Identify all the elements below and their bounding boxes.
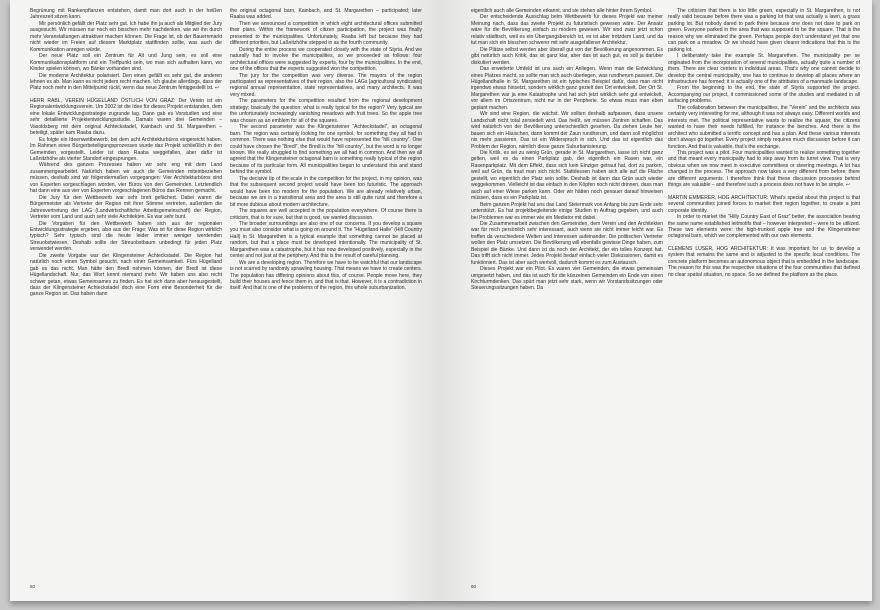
page-number: 60 [30,584,36,589]
paragraph: During the entire process we cooperated closely with the state of Styria. And we naturally had to involve the municipalities, so we proceeded as follows: four architectural offices were suggested by experts, four by the municipalities. In the end, one of the offices that the experts suggested won the competition. [230,46,422,73]
paragraph: Wir sind eine Region, die wächst. Wir sollten deshalb aufpassen, dass unsere Landschaft nicht total zersiedelt wird. Das heißt, wir müssen Zentren schaffen. Das wird natürlich von der Bevölkerung unterschiedlich gesehen. Da ziehen Leute her, bauen sich ein Häuschen, dann kommt der Zaun rundherum, und dann soll möglichst nix mehr passieren. Das ist ein Widerspruch in sich. Und das ist eigentlich das Problem der Region, nämlich diese ganze Suburbanisierung. [471,111,663,150]
paragraph: the original octagonal barn, Kainbach, and St. Margarethen – participated; later Raaba was added. [230,8,422,21]
paragraph: Der entscheidende Ausschlag beim Wettbewerb für dieses Projekt war meiner Meinung nach, dass das zweite Projekt zu futuristisch gewesen wäre. Der Ansatz wäre für die Bevölkerung einfach zu modern gewesen. Wir sind zwar jetzt schon relativ städtisch, weil es ein Übergangsbereich ist, es ist aber trotzdem Land, und da tut man sich ein bisschen schwerer mit sehr ausgefallener Architektur. [471,14,663,47]
paragraph: The collaboration between the municipalities, the “Verein” and the architects was certainly very interesting for me, although it was not always easy. Different worlds and interests met. The political representative wants to realize the square; the citizens wanted to have their needs fulfilled, for instance the benches. And there is the architect who submitted a terrific concept and has a plan. And these various interests don’t always go together. Every project simply requires much discussion before it can function. And that is valuable, that’s the exchange. [668,104,860,150]
right-page [441,0,872,601]
paragraph: The decisive tip of the scale in the competition for the project, in my opinion, was that the subsequent second project would have been too futuristic. The approach would have been too modern for the population. We are already relatively urban, because we are in a transitional area and the area is still quite rural and therefore a bit more dubious about modern architecture. [230,175,422,208]
paragraph: Mir persönlich gefällt der Platz sehr gut. Ich habe ihn ja auch als Mitglied der Jury ausgesucht. Wir müssen nur noch ein bisschen mehr nachdenken, wie wir ihn durch mehr Veranstaltungen attraktiver machen können. Die Frage ist, ob der Bauernmarkt nicht wieder im Freien auf diesem Marktplatz stattfinden sollte, was auch die Kommunikation anregen würde. [30,20,222,53]
speaker-paragraph: MARTIN EMMERER, HOG ARCHITEKTUR: What’s special about this project is that several communities joined forces to market their region together, to create a joint corporate identity. [668,194,860,214]
speaker-paragraph: HERR RABL, VEREIN HÜGELLAND ÖSTLICH VON GRAZ: Der Verein ist ein Regionalentwicklungsverein. Um 2002 ist die Idee für dieses Projekt entstanden, dem eine lokale Entwicklungsstrategie zugrunde lag. Dann gab es Vorstudien und eine sehr detaillierte Projektentwicklungsstudie. Damals waren drei Gemeinden – Vasoldsberg mit dem original Achteckstadel, Kainbach und St. Margarethen – beteiligt, später kam Raaba dazu. [30,97,222,137]
paragraph: Der neue Platz soll ein Zentrum für Alt und Jung sein, es soll eine Kommunikationsplattform und ein Treffpunkt sein, wo man sich aufhalten kann, wo Kinder spielen können, wo Bänke vorhanden sind. [30,53,222,73]
paragraph: From the beginning to the end, the state of Styria supported the project. Accompanying our project, it commissioned some of the studies and mediated in all surfacing problems. [668,85,860,105]
paragraph: Die Zusammenarbeit zwischen den Gemeinden, dem Verein und den Architekten war für mich persönlich sehr interessant, auch wenn sie nicht immer leicht war. Es treffen da verschiedene Welten und Interessen aufeinander. Die politischen Vertreter wollen den Platz umsetzen. Die Bevölkerung will ebenfalls gewisse Dinge haben, zum Beispiel die Bänke. Und dann ist da noch der Architekt, der ein tolles Konzept hat. Das trifft sich nicht immer. Jedes Projekt bedarf einfach vieler Diskussionen, damit es funktioniert. Das ist aber auch wertvoll, dadurch kommt es zum Austausch. [471,220,663,266]
page-number: 60 [471,584,477,589]
paragraph: Die zweite Vorgabe war der Klingensteiner Achteckstadel. Die Region hat natürlich noch einen Symbol gesucht, nach einer Gemeinsamkeit. Fürs Hügelland gab es das nicht. Man hätte den Bredl nehmen können, der Bredl ist diese Hügellandschaft. Nur, das Wort kennt niemand mehr. Wir haben uns also recht schwer getan, etwas Gemeinsames zu finden. Es hat sich dann aber herausgestellt, dass der Klingensteiner Achteckstadel doch eine Form eine Besonderheit für die ganze Region ist. Das haben dann [30,252,222,298]
paragraph: Dieses Projekt war ein Pilot. Es waren vier Gemeinden, die etwas gemeinsam umgesetzt haben, und das ist auch für die künzelnen Gemeinden ein Ende von einen Kirchturmdenken. Das spürt man jetzt sehr stark, wenn wir Vorstandssitzungen oder Steuerungssitzungen haben. Da [471,266,663,292]
paragraph: Das erweiterte Umfeld ist uns auch ein Anliegen. Wenn man die Entwicklung eines Platzes macht, so sollte man sich auch überlegen, was rundherum passiert. Die Hügellandhalle in St. Margarethen ist ein typisches Beispiel dafür, dass man nicht irgendwo etwas hinsetzt, sondern wirklich ganz gezielt den Ort entwickelt. Der Ort St. Margarethen war ja eine Katastrophe und hat sich jetzt wirklich sehr gut entwickelt, vor allem im Ortszentrum, nicht nur in der Peripherie. So etwas muss man eben geplant machen. [471,66,663,111]
paragraph: Während des ganzen Prozesses haben wir sehr eng mit dem Land zusammengearbeitet. Natürlich haben wir auch die Gemeinden miteinbeziehen müssen, deshalb sind wir folgendermaßen vorgegangen: Vier Architekturbüros sind von Experten vorgeschlagen worden, vier Büros von den Gemeinden. Letztendlich hat dann eine aus vier von Experten vorgeschlagenen Büros das Rennen gemacht. [30,162,222,195]
paragraph: The second parameter was the Klingensteiner “Achteckstadel”, an octagonal barn. The region was certainly looking for one symbol, for something they all had in common. There was nothing else that would have represented the “hill country”. One could have chosen the “Bredl”, the Bredl is the “hill country”, but the word is no longer known. We really struggled to find something we all had in common. And then we all agreed that the Klingensteiner octagonal barn is something really typical of the region because of its particular form. All municipalities began to understand this and stand behind the symbol. [230,124,422,176]
left-page [10,0,441,601]
paragraph: Begrünung mit Rankenpflanzen entstehen, damit man dort auch in der heißen Jahreszeit sitzen kann. [30,8,222,21]
right-page-german-column [471,8,663,292]
paragraph: Die Plätze selbst werden aber überall gut von der Bevölkerung angenommen. Es gibt natürlich auch Kritik, das ist ganz klar, aber das ist auch gut, es soll ja darüber diskutiert werden. [471,46,663,66]
paragraph: The parameters for the competition resulted from the regional development strategy; basically the question: what is really typical for the region? Very typical are the unfortunately increasingly vanishing meadows with fruit trees. So the apple tree was chosen as an emblem for all of the squares. [230,98,422,124]
right-page-english-column [668,8,860,278]
speaker-paragraph: CLEMENS LUSER, HOG ARCHITEKTUR: It was important for us to develop a system that remains the same and is adjusted to the specific local conditions. The concrete platform becomes an autonomous object that is embedded in the landscape. The reason for this was the respective situations of the four communities that defined no clear spatial situation, no space. So we defined the platform as the place. [668,245,860,278]
paragraph: Die Kritik, es sei zu wenig Grün, gerade in St. Margarethen, lasse ich nicht ganz gelten, weil es da einen Parkplatz gab, der eigentlich ein Rasen war, ein Rasenparkplatz. Mit dem Effekt, dass sich kein Einziger getraut hat, dort zu parken, weil auf Grün, da traut man sich nicht. Stattdessen haben sich alle auf die Fläche gestellt, wo eigentlich der Platz sein sollte. Deshalb ist dann das Grün auch wieder weggekommen. Vielleicht ist das einfach in den Köpfen noch nicht drinnen, dass man auch auf einer Wiese parken kann. Oder wir hätten noch genauer darauf hinweisen müssen, dass es ein Parkplatz ist. [471,149,663,202]
paragraph: Die Jury für den Wettbewerb war sehr breit gefächert. Dabei waren die Bürgermeister als Vertreter der Region mit ihrer Stimme vertreten, außerdem die Jahresvertretung der LAG (Landwirtschaftliche Arbeitsgemeinschaft) der Region, Vertreter vom Land und auch sehr viele Architekten. Es war sehr bunt. [30,194,222,221]
paragraph: eigentlich auch alle Gemeinden erkannt, und sie stehen alle hinter ihrem Symbol. [471,8,653,14]
paragraph: Beim ganzen Projekt hat uns das Land Steiermark von Anfang bis zum Ende sehr unterstützt. Es hat projektbegleitende einige Studien in Auftrag gegeben, und auch bei Problemen war es immer wie ein Mediator mit dabei. [471,201,663,221]
paragraph: The criticism that there is too little green, especially in St. Margarethen, is not really valid because before there was a parking lot that was actually a lawn, a grass parking lot. But nobody dared to park there because one does not dare to park on green. Everyone parked in the area that was supposed to be the square. That is the reason why we eliminated the green. Perhaps people don’t understand yet that one can park on a meadow. Or we should have given clearer indications that this is the parking lot. [668,8,860,53]
paragraph: The squares are well accepted in the population everywhere. Of course there is criticism, that is for sure, but that is good, we wanted discussion. [230,208,422,221]
paragraph: In order to market the “Hilly Country East of Graz” better, the association bearing the same name established leitmotifs that – however interpreted – were to be utilized. These two elements were: the high-trunked apple tree and the Klingensteiner octagonal barn, which we complemented with our own elements. [668,214,860,240]
paragraph: The jury for the competition was very diverse. The mayors of the region participated as representatives of their region, also the LAGs [agricultural syndicates] regional annual representation, state representatives, and many architects. It was very mixed. [230,72,422,98]
paragraph: Then we announced a competition in which eight architectural offices submitted their plans. Within the framework of citizen participation, the project was finally presented to the municipalities. Unfortunately, Raaba left but because they had different priorities, but Laßnitzhöhe stepped in as the fourth community. [230,20,422,47]
magazine-spread [10,0,872,601]
paragraph: I deliberately take the example St. Margarethen. The municipality per se originated from the incorporation of several municipalities, actually quite a number of them. There are clear centers in individual areas. That’s why one cannot decide to develop the central municipality, one has to continue to develop all places where an infrastructure has formed; it is actually one of the attributes of a manmade landscape. [668,53,860,85]
left-page-german-column [30,8,222,298]
paragraph: The broader surroundings are also one of our concerns. If you develop a square you must also consider what is going on around it. The “Hügelland Halle” (Hill Country Hall) in St. Margarethen is a typical example that something cannot be placed at random, but that a place must be developed intentionally. The municipality of St. Margarethen was a catastrophe, but it has now developed positively, especially in the center and not just at the periphery. And this is the result of careful planning. [230,220,422,260]
paragraph: This project was a pilot. Four municipalities wanted to realize something together and that meant every municipality had to step away from its turret view. That is very obvious when we now meet in executive committees or steering meetings. A lot has changed in the process. The approach now takes a very different from before; there are different arguments. I therefore think that these discussion processes behind things are valuable – and therefore such a process does not have to be simple. ↩ [668,149,860,189]
paragraph: We are a developing region. Therefore we have to be watchful that our landscape is not scarred by randomly sprawling housing. That means we have to create centers. The population has differing opinions about this, of course. People move here, they build their houses and fence them in, and that is that. However, it is a contradiction in itself. And that is one of the problems of the region, this whole suburbanization. [230,259,422,292]
paragraph: Es folgte ein Ideenwettbewerb, bei dem acht Architekturbüros eingereicht haben. Im Rahmen eines Bürgerbeteiligungsprozesses wurde das Projekt schließlich in den Gemeinden vorgestellt. Leider ist dann Raaba weggefallen, aber dafür ist Laßnitzhöhe als vierter Standort eingesprungen. [30,136,222,162]
paragraph: Die moderne Architektur polarisiert. Den einen gefällt es sehr gut, die anderen lehnen es ab. Man kann es nicht jedem recht machen. Ich glaube allerdings, dass der Platz noch mehr in den Mittelpunkt rückt, wenn das neue Zentrum fertiggestellt ist. ↩ [30,72,222,92]
left-page-english-column [230,8,422,292]
paragraph: Die Vorgaben für den Wettbewerb haben sich aus der regionalen Entwicklungsstrategie ergeben, also aus der Frage: Was ist für diese Region wirklich typisch? Sehr typisch sind die heute leider immer weniger werdenden Streuobstwiesen. Deshalb sollte der Streuobstbaum unbedingt für jeden Platz verwendet werden. [30,220,222,253]
